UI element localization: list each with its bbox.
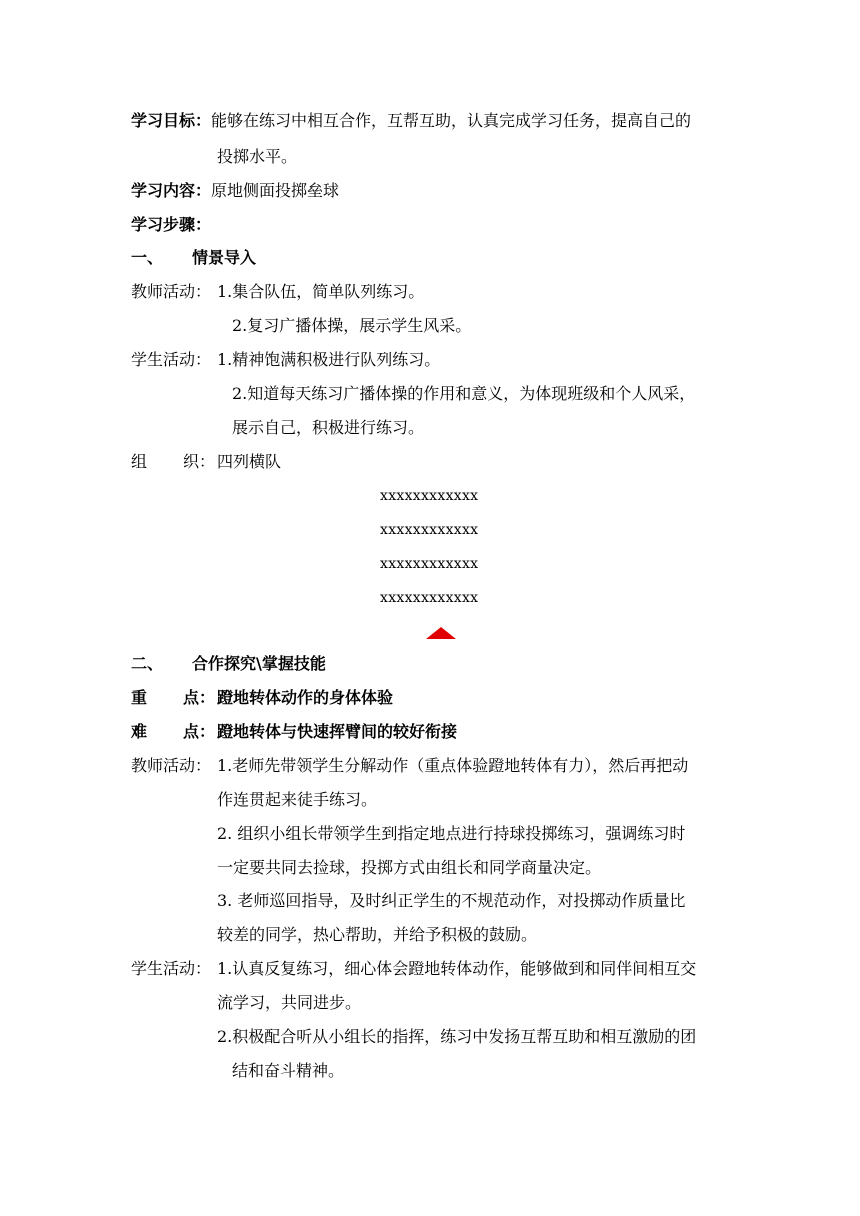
section1-org-label-b: 织： — [183, 452, 216, 471]
section2-teacher-item-3-cont: 较差的同学，热心帮助，并给予积极的鼓励。 — [217, 925, 538, 944]
content-label: 学习内容： — [131, 181, 212, 200]
goal-text: 能够在练习中相互合作，互帮互助，认真完成学习任务，提高自己的 — [211, 111, 692, 130]
section2-student-item-1-cont: 流学习，共同进步。 — [217, 993, 362, 1012]
steps-label: 学习步骤： — [131, 215, 212, 234]
section2-key-text: 蹬地转体动作的身体体验 — [217, 688, 394, 707]
section2-student-label: 学生活动： — [131, 959, 212, 978]
section1-student-item-1: 1.精神饱满积极进行队列练习。 — [217, 350, 441, 369]
section2-teacher-item-1-cont: 作连贯起来徒手练习。 — [217, 790, 378, 809]
formation-row: xxxxxxxxxxxx — [380, 590, 479, 606]
teacher-position-triangle-icon — [426, 627, 456, 639]
section2-teacher-item-2: 2. 组织小组长带领学生到指定地点进行持球投掷练习，强调练习时 — [217, 824, 686, 843]
section1-student-label: 学生活动： — [131, 350, 212, 369]
goal-label: 学习目标： — [131, 111, 212, 130]
section2-diff-label-b: 点： — [183, 722, 216, 741]
section1-title: 情景导入 — [192, 248, 257, 267]
section1-student-item-2-cont: 展示自己，积极进行练习。 — [232, 418, 425, 437]
section2-key-label-a: 重 — [131, 688, 148, 707]
section2-student-item-1: 1.认真反复练习，细心体会蹬地转体动作，能够做到和同伴间相互交 — [217, 959, 697, 978]
formation-row: xxxxxxxxxxxx — [380, 522, 479, 538]
section2-teacher-label: 教师活动： — [131, 756, 212, 775]
section2-num: 二、 — [131, 654, 164, 673]
formation-row: xxxxxxxxxxxx — [380, 488, 479, 504]
content-row — [131, 181, 339, 201]
goal-row — [131, 111, 691, 131]
section2-diff-label-a: 难 — [131, 722, 148, 741]
section2-teacher-item-1: 1.老师先带领学生分解动作（重点体验蹬地转体有力），然后再把动 — [217, 756, 689, 775]
section2-student-item-2: 2.积极配合听从小组长的指挥，练习中发扬互帮互助和相互激励的团 — [217, 1027, 697, 1046]
section1-org-text: 四列横队 — [217, 452, 282, 471]
section2-student-item-2-cont: 结和奋斗精神。 — [232, 1061, 345, 1080]
goal-text-cont: 投掷水平。 — [217, 147, 298, 166]
section1-teacher-item-2: 2.复习广播体操，展示学生风采。 — [232, 316, 472, 335]
section1-student-item-2: 2.知道每天练习广播体操的作用和意义，为体现班级和个人风采， — [232, 384, 696, 403]
content-text: 原地侧面投掷垒球 — [211, 181, 340, 200]
section1-teacher-item-1: 1.集合队伍，简单队列练习。 — [217, 282, 425, 301]
section1-org-label-a: 组 — [131, 452, 148, 471]
formation-row: xxxxxxxxxxxx — [380, 556, 479, 572]
section1-teacher-label: 教师活动： — [131, 282, 212, 301]
section2-diff-text: 蹬地转体与快速挥臂间的较好衔接 — [217, 722, 458, 741]
section2-title: 合作探究\掌握技能 — [192, 654, 326, 673]
section2-teacher-item-3: 3. 老师巡回指导，及时纠正学生的不规范动作，对投掷动作质量比 — [217, 891, 686, 910]
section2-teacher-item-2-cont: 一定要共同去捡球，投掷方式由组长和同学商量决定。 — [217, 858, 602, 877]
section2-key-label-b: 点： — [183, 688, 216, 707]
section1-num: 一、 — [131, 248, 164, 267]
